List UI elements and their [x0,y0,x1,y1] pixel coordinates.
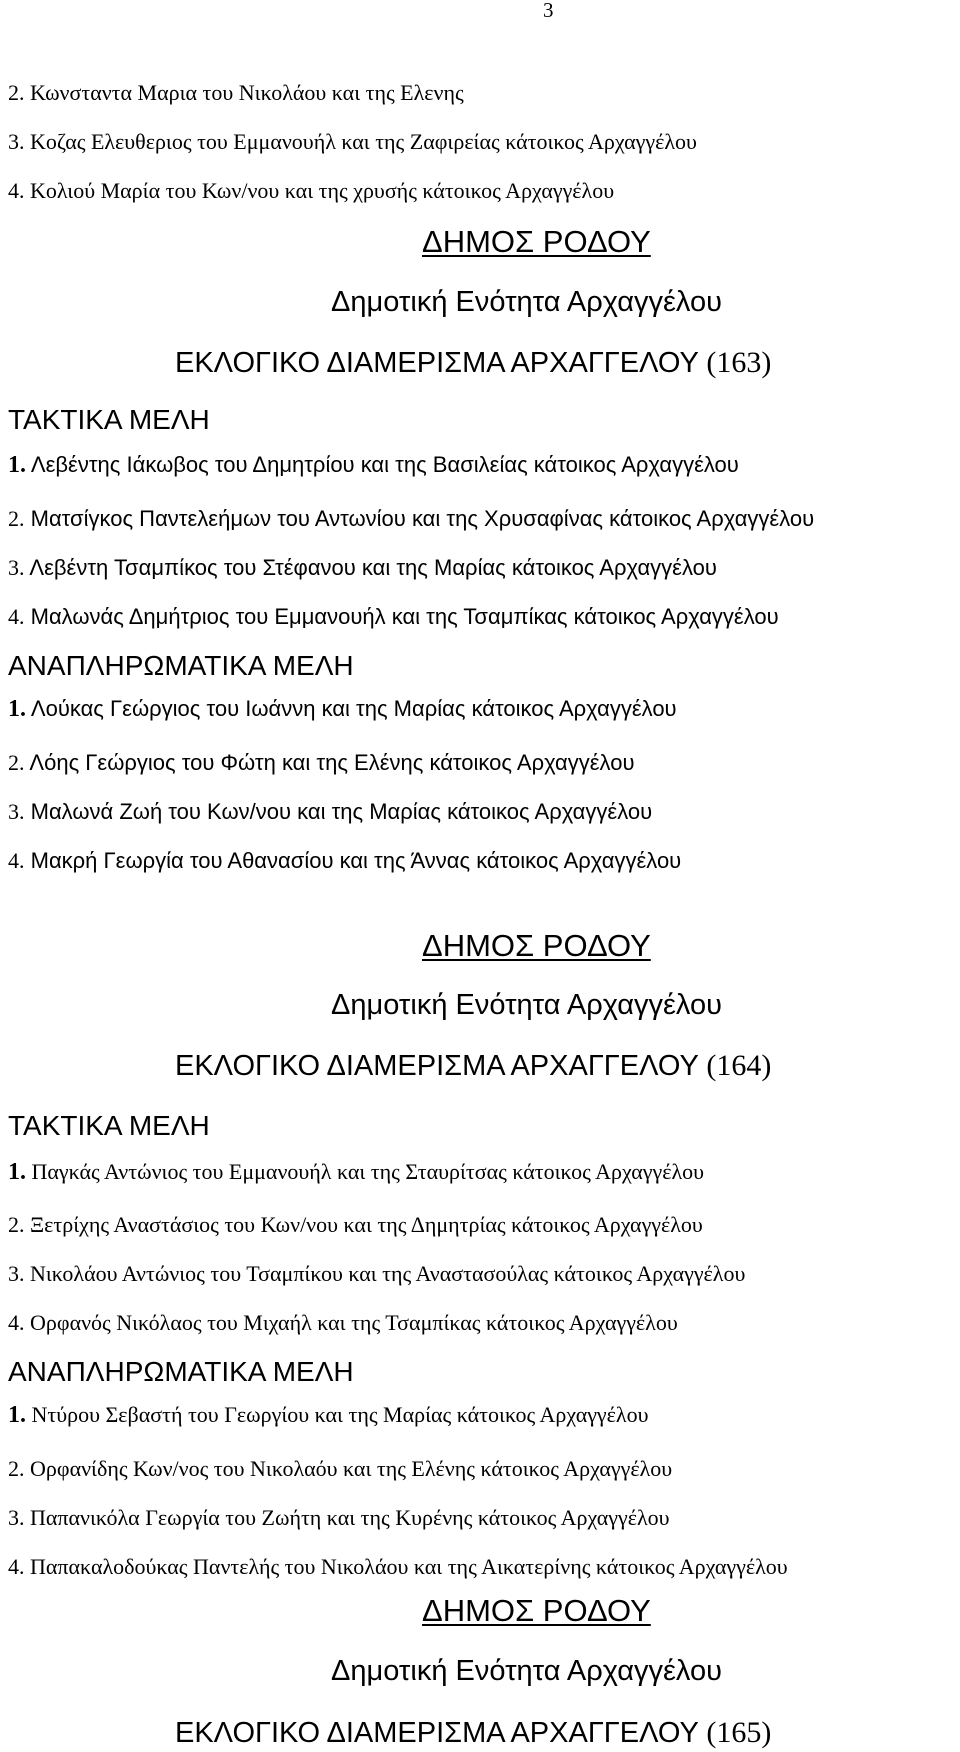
list-item [8,1456,672,1482]
item-number: 2. [8,80,25,105]
item-number: 3. [8,555,25,580]
item-number: 1. [8,1402,26,1428]
election-department-heading [175,346,771,380]
item-text: Κοζας Ελευθεριος του Εμμανουήλ και της Ζαφιρείας κάτοικος Αρχαγγέλου [24,129,697,154]
municipality-heading: ΔΗΜΟΣ ΡΟΔΟΥ [422,928,651,963]
list-item [8,506,814,532]
department-number: (165) [706,1716,772,1749]
item-number: 4. [8,604,25,629]
alternate-members-heading: ΑΝΑΠΛΗΡΩΜΑΤΙΚΑ ΜΕΛΗ [8,650,354,681]
regular-members-heading: ΤΑΚΤΙΚΑ ΜΕΛΗ [8,1110,210,1141]
item-text: Ορφανίδης Κων/νος του Νικολαόυ και της Ελένης κάτοικος Αρχαγγέλου [24,1456,673,1481]
item-text: Λεβέντης Ιάκωβος του Δημητρίου και της Βασιλείας κάτοικος Αρχαγγέλου [26,452,739,477]
item-number: 4. [8,1554,25,1579]
item-number: 3. [8,799,25,824]
item-text: Ορφανός Νικόλαος του Μιχαήλ και της Τσαμπίκας κάτοικος Αρχαγγέλου [24,1310,678,1335]
list-item [8,1505,670,1531]
department-number: (163) [706,346,772,379]
municipal-unit-heading: Δημοτική Ενότητα Αρχαγγέλου [331,989,722,1021]
list-item [8,1402,648,1429]
list-item [8,696,677,723]
item-number: 1. [8,452,26,478]
item-text: Παγκάς Αντώνιος του Εμμανουήλ και της Σταυρίτσας κάτοικος Αρχαγγέλου [26,1159,705,1184]
item-text: Παπακαλοδούκας Παντελής του Νικολάου και της Αικατερίνης κάτοικος Αρχαγγέλου [24,1554,788,1579]
election-department-heading [175,1716,771,1750]
list-item [8,1554,788,1580]
item-text: Μακρή Γεωργία του Αθανασίου και της Άννας κάτοικος Αρχαγγέλου [24,848,682,873]
list-item [8,452,739,479]
department-name: ΕΚΛΟΓΙΚΟ ΔΙΑΜΕΡΙΣΜΑ ΑΡΧΑΓΓΕΛΟΥ [175,1050,699,1082]
item-text: Μαλωνάς Δημήτριος του Εμμανουήλ και της Τσαμπίκας κάτοικος Αρχαγγέλου [24,604,779,629]
item-text: Νικολάου Αντώνιος του Τσαμπίκου και της Αναστασούλας κάτοικος Αρχαγγέλου [24,1261,746,1286]
item-text: Ξετρίχης Αναστάσιος του Κων/νου και της Δημητρίας κάτοικος Αρχαγγέλου [24,1212,703,1237]
municipal-unit-heading: Δημοτική Ενότητα Αρχαγγέλου [331,1655,722,1687]
list-item [8,750,635,776]
item-number: 1. [8,696,26,722]
list-item [8,1159,704,1186]
municipality-heading: ΔΗΜΟΣ ΡΟΔΟΥ [422,224,651,259]
list-item [8,1261,745,1287]
list-item [8,799,652,825]
regular-members-heading: ΤΑΚΤΙΚΑ ΜΕΛΗ [8,404,210,435]
item-text: Κολιού Μαρία του Κων/νου και της χρυσής κάτοικος Αρχαγγέλου [24,178,615,203]
item-text: Μαλωνά Ζωή του Κων/νου και της Μαρίας κάτοικος Αρχαγγέλου [24,799,653,824]
list-item [8,1212,703,1238]
list-item [8,129,697,155]
municipal-unit-heading: Δημοτική Ενότητα Αρχαγγέλου [331,286,722,318]
list-item [8,555,717,581]
item-text: Κωνσταντα Μαρια του Νικολάου και της Ελενης [24,80,464,105]
item-number: 2. [8,1456,25,1481]
page-number: 3 [543,0,554,22]
item-number: 4. [8,1310,25,1335]
list-item [8,604,779,630]
item-number: 3. [8,129,25,154]
department-name: ΕΚΛΟΓΙΚΟ ΔΙΑΜΕΡΙΣΜΑ ΑΡΧΑΓΓΕΛΟΥ [175,347,699,379]
list-item [8,80,464,106]
item-number: 3. [8,1261,25,1286]
municipality-heading: ΔΗΜΟΣ ΡΟΔΟΥ [422,1593,651,1628]
department-name: ΕΚΛΟΓΙΚΟ ΔΙΑΜΕΡΙΣΜΑ ΑΡΧΑΓΓΕΛΟΥ [175,1717,699,1749]
item-text: Λεβέντη Τσαμπίκος του Στέφανου και της Μαρίας κάτοικος Αρχαγγέλου [24,555,717,580]
item-number: 2. [8,1212,25,1237]
item-text: Λούκας Γεώργιος του Ιωάννη και της Μαρίας κάτοικος Αρχαγγέλου [26,696,677,721]
department-number: (164) [706,1049,772,1082]
item-number: 2. [8,750,25,775]
list-item [8,178,614,204]
election-department-heading [175,1049,771,1083]
item-number: 4. [8,848,25,873]
alternate-members-heading: ΑΝΑΠΛΗΡΩΜΑΤΙΚΑ ΜΕΛΗ [8,1356,354,1387]
item-text: Ντύρου Σεβαστή του Γεωργίου και της Μαρίας κάτοικος Αρχαγγέλου [26,1402,649,1427]
item-text: Ματσίγκος Παντελεήμων του Αντωνίου και της Χρυσαφίνας κάτοικος Αρχαγγέλου [24,506,815,531]
item-number: 3. [8,1505,25,1530]
list-item [8,1310,678,1336]
item-number: 4. [8,178,25,203]
item-text: Παπανικόλα Γεωργία του Ζωήτη και της Κυρένης κάτοικος Αρχαγγέλου [24,1505,670,1530]
list-item [8,848,681,874]
item-number: 2. [8,506,25,531]
item-number: 1. [8,1159,26,1185]
item-text: Λόης Γεώργιος του Φώτη και της Ελένης κάτοικος Αρχαγγέλου [24,750,635,775]
